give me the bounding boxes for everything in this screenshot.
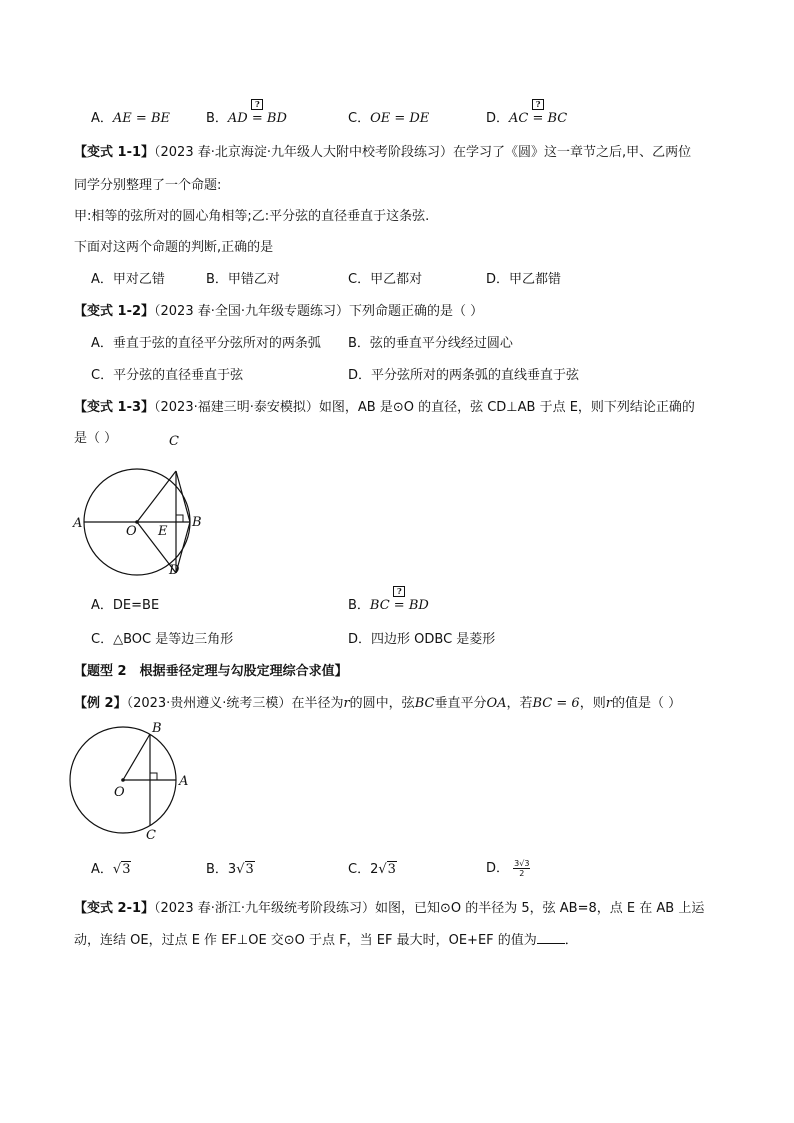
v21-source: （2023 春·浙江·九年级统考阶段练习） bbox=[154, 901, 375, 916]
v13-line1: 【变式 1-3】（2023·福建三明·泰安模拟）如图，AB 是⊙O 的直径，弦 CD⊥AB 于点 E，则下列结论正确的 bbox=[74, 400, 695, 415]
v12-source: （2023 春·全国·九年级专题练习） bbox=[154, 304, 349, 319]
v12-tag: 【变式 1-2】 bbox=[74, 304, 155, 319]
ex2-option-a: A．√3 bbox=[91, 862, 131, 877]
v21-line2: 动，连结 OE，过点 E 作 EF⊥OE 交⊙O 于点 F，当 EF 最大时，OE+EF 的值为 ． bbox=[74, 933, 578, 948]
ex2-right-angle bbox=[150, 773, 157, 780]
v13-tag: 【变式 1-3】 bbox=[74, 400, 155, 415]
v11-line1: 【变式 1-1】（2023 春·北京海淀·九年级人大附中校考阶段练习）在学习了《圆》这一章节之后,甲、乙两位 bbox=[74, 145, 692, 160]
answer-blank[interactable] bbox=[537, 931, 565, 944]
ex2-line1: 【例 2】（2023·贵州遵义·统考三模）在半径为r的圆中，弦BC垂直平分OA，若BC = 6，则r的值是（ ） bbox=[74, 696, 682, 711]
v13-label-d: D bbox=[169, 563, 180, 578]
v13-label-o: O bbox=[126, 524, 137, 539]
v13-label-e: E bbox=[158, 524, 168, 539]
v13-segment-cb bbox=[176, 471, 190, 522]
ex2-tag: 【例 2】 bbox=[74, 696, 127, 711]
v13-option-c: C．△BOC 是等边三角形 bbox=[91, 632, 234, 647]
ex2-label-c: C bbox=[146, 828, 156, 842]
ex2-segment-ob bbox=[123, 734, 150, 780]
q0-option-d: D．? AC = BC bbox=[486, 110, 567, 128]
v13-segment-oc bbox=[137, 471, 176, 522]
v11-option-c: C．甲乙都对 bbox=[348, 272, 423, 287]
v11-option-a: A．甲对乙错 bbox=[91, 272, 165, 287]
ex2-circle-figure bbox=[66, 718, 196, 842]
v11-source: （2023 春·北京海淀·九年级人大附中校考阶段练习） bbox=[154, 145, 453, 160]
ex2-center-dot bbox=[121, 778, 125, 782]
v13-label-c: C bbox=[169, 434, 179, 449]
type2-header: 【题型 2 根据垂径定理与勾股定理综合求值】 bbox=[74, 664, 348, 679]
q0-option-b: B．? AD = BD bbox=[206, 110, 287, 128]
v11-line4: 下面对这两个命题的判断,正确的是 bbox=[74, 240, 274, 255]
v13-source: （2023·福建三明·泰安模拟） bbox=[154, 400, 319, 415]
v12-option-c: C．平分弦的直径垂直于弦 bbox=[91, 368, 244, 383]
v12-option-b: B．弦的垂直平分线经过圆心 bbox=[348, 336, 513, 351]
v11-line3: 甲:相等的弦所对的圆心角相等;乙:平分弦的直径垂直于这条弦. bbox=[74, 209, 430, 224]
v12-option-d: D．平分弦所对的两条弧的直线垂直于弦 bbox=[348, 368, 580, 383]
v13-line2: 是（ ） bbox=[74, 431, 118, 446]
v11-option-d: D．甲乙都错 bbox=[486, 272, 562, 287]
v11-line2: 同学分别整理了一个命题: bbox=[74, 178, 222, 193]
v11-tag: 【变式 1-1】 bbox=[74, 145, 155, 160]
v13-option-d: D．四边形 ODBC 是菱形 bbox=[348, 632, 496, 647]
v13-option-b: B．? BC = BD bbox=[348, 597, 429, 615]
ex2-source: （2023·贵州遵义·统考三模） bbox=[126, 696, 292, 711]
v13-label-b: B bbox=[192, 515, 202, 530]
q0-option-c: C．OE = DE bbox=[348, 111, 430, 126]
ex2-option-d: D． $\frac{3√3}{2}$ bbox=[486, 859, 530, 878]
v13-right-angle bbox=[176, 515, 183, 522]
ex2-label-b: B bbox=[152, 721, 162, 736]
v21-tag: 【变式 2-1】 bbox=[74, 901, 155, 916]
v21-line1: 【变式 2-1】（2023 春·浙江·九年级统考阶段练习）如图，已知⊙O 的半径为 5，弦 AB=8，点 E 在 AB 上运 bbox=[74, 901, 705, 916]
ex2-label-a: A bbox=[179, 774, 189, 789]
v13-circle-figure bbox=[70, 430, 210, 580]
ex2-option-d-fraction: $\frac{3√3}{2}$ bbox=[514, 859, 530, 878]
v13-label-a: A bbox=[73, 516, 83, 531]
ex2-label-o: O bbox=[114, 785, 125, 800]
v13-option-a: A．DE=BE bbox=[91, 598, 160, 613]
v11-option-b: B．甲错乙对 bbox=[206, 272, 280, 287]
ex2-option-c: C．2√3 bbox=[348, 862, 396, 877]
v12-line1: 【变式 1-2】（2023 春·全国·九年级专题练习）下列命题正确的是（ ） bbox=[74, 304, 484, 319]
v12-option-a: A．垂直于弦的直径平分弦所对的两条弧 bbox=[91, 336, 321, 351]
ex2-option-b: B．3√3 bbox=[206, 862, 254, 877]
q0-option-a: A．AE = BE bbox=[91, 111, 170, 126]
